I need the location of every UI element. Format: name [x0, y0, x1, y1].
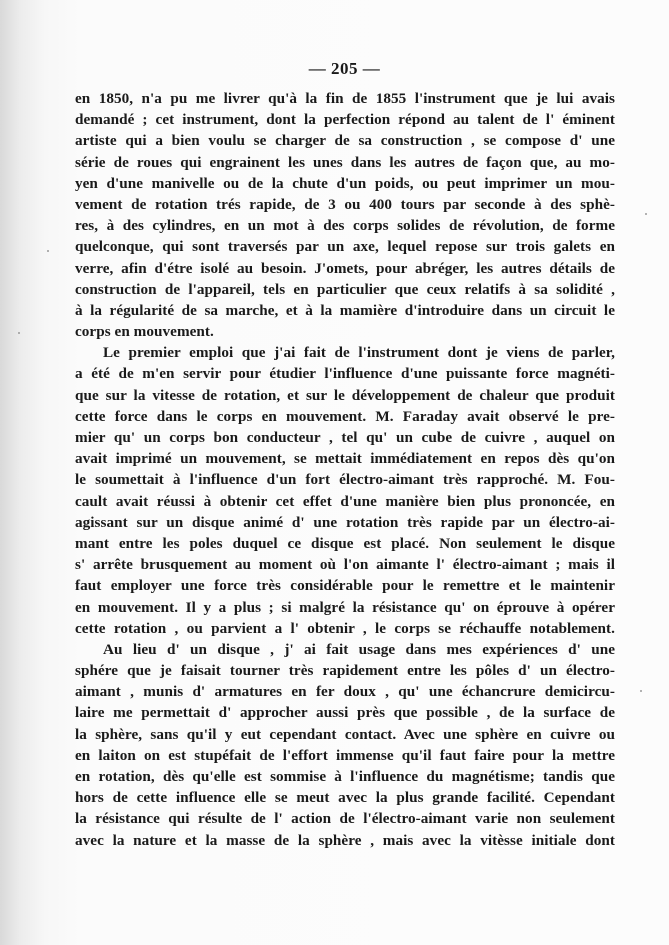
text-line-content: verre, afin d'étre isolé au besoin. J'omets, pour abréger, les autres détails de — [75, 259, 615, 277]
page-number: — 205 — — [308, 59, 381, 78]
text-line — [75, 385, 615, 406]
text-line-content: série de roues qui engrainent les unes dans les autres de façon que, au mo- — [75, 153, 615, 171]
text-line-content: en rotation, dès qu'elle est sommise à l'influence du magnétisme; tandis que — [75, 768, 615, 785]
text-line — [75, 152, 615, 173]
text-line-content: faut employer une force très considérable pour le remettre et le maintenir — [75, 577, 615, 595]
text-line-content: laire me permettait d' approcher aussi près que possible , de la surface de — [75, 704, 615, 722]
scan-speck — [47, 250, 49, 252]
text-line — [75, 236, 615, 257]
text-line — [75, 215, 615, 236]
text-line — [75, 130, 615, 151]
text-line — [75, 808, 615, 829]
text-line-content: avec la nature et la masse de la sphère , mais avec la vitèsse initiale dont — [75, 831, 615, 849]
text-line — [75, 363, 615, 384]
text-line — [75, 279, 615, 300]
text-line — [75, 512, 615, 533]
text-line-content: la sphère, sans qu'il y eut cependant contact. Avec une sphère en cuivre ou — [75, 725, 615, 743]
text-line — [75, 321, 615, 342]
body-text — [75, 88, 615, 851]
text-line-content: en mouvement. Il y a plus ; si malgré la résistance qu' on éprouve à opérer — [75, 598, 615, 616]
text-line — [75, 660, 615, 681]
text-line-content: s' arrête brusquement au moment où l'on aimante l' électro-aimant ; mais il — [75, 556, 615, 574]
text-line-content: res, à des cylindres, en un mot à des corps solides de révolution, de forme — [75, 217, 615, 235]
text-line-content: cault avait réussi à obtenir cet effet d'une manière bien plus prononcée, en — [75, 492, 615, 510]
text-line — [75, 448, 615, 469]
text-line-content: corps en mouvement. — [75, 323, 214, 341]
text-line — [75, 597, 615, 618]
text-line — [75, 681, 615, 702]
text-line — [75, 766, 615, 787]
text-line — [75, 109, 615, 130]
text-line — [75, 575, 615, 596]
text-line-content: yen d'une manivelle ou de la chute d'un poids, ou peut imprimer un mou- — [75, 174, 615, 192]
text-line-content: sphére que je faisait tourner très rapidement entre les pôles d' un électro- — [75, 662, 615, 680]
scan-speck — [18, 332, 20, 334]
text-line-content: mant entre les poles duquel ce disque est placé. Non seulement le disque — [75, 534, 615, 552]
scan-speck — [640, 690, 642, 692]
text-line — [75, 342, 615, 363]
text-line-content: vement de rotation trés rapide, de 3 ou 400 tours par seconde à des sphè- — [75, 195, 615, 213]
text-line — [75, 554, 615, 575]
text-line — [75, 533, 615, 554]
scan-speck — [645, 213, 647, 215]
text-line — [75, 639, 615, 660]
text-line-content: quelconque, qui sont traversés par un axe, lequel repose sur trois galets en — [75, 238, 615, 256]
text-line-content: hors de cette influence elle se meut avec la plus grande facilité. Cependant — [75, 789, 615, 807]
text-line-content: cette force dans le corps en mouvement. M. Faraday avait observé le pre- — [75, 407, 615, 425]
text-line-content: Le premier emploi que j'ai fait de l'instrument dont je viens de parler, — [103, 344, 615, 362]
text-line-content: Au lieu d' un disque , j' ai fait usage dans mes expériences d' une — [103, 640, 615, 658]
text-line — [75, 724, 615, 745]
text-line — [75, 491, 615, 512]
text-line-content: en laiton on est stupéfait de l'effort immense qu'il faut faire pour la mettre — [75, 746, 615, 764]
text-line-content: cette rotation , ou parvient a l' obtenir , le corps se réchauffe notablement. — [75, 619, 615, 637]
text-line-content: la résistance qui résulte de l' action de l'électro-aimant varie non seulement — [75, 810, 615, 828]
text-line — [75, 427, 615, 448]
text-line — [75, 88, 615, 109]
text-line-content: avait imprimé un mouvement, se mettait immédiatement en repos dès qu'on — [75, 450, 615, 468]
text-line-content: demandé ; cet instrument, dont la perfection répond au talent de l' éminent — [75, 111, 615, 129]
text-line — [75, 406, 615, 427]
text-line-content: le soumettait à l'influence d'un fort électro-aimant très rapproché. M. Fou- — [75, 471, 615, 489]
text-line — [75, 469, 615, 490]
text-line — [75, 830, 615, 851]
text-line — [75, 258, 615, 279]
text-line-content: à la régularité de sa marche, et à la mamière d'introduire dans un circuit le — [75, 301, 615, 319]
text-line-content: que sur la vitesse de rotation, et sur le développement de chaleur que produit — [75, 386, 615, 404]
text-line — [75, 194, 615, 215]
text-line — [75, 618, 615, 639]
text-line-content: agissant sur un disque animé d' une rotation très rapide par un électro-ai- — [75, 513, 615, 531]
text-line — [75, 173, 615, 194]
text-line — [75, 702, 615, 723]
text-line — [75, 300, 615, 321]
text-line-content: artiste qui a bien voulu se charger de sa construction , se compose d' une — [75, 132, 615, 150]
text-line-content: a été de m'en servir pour étudier l'influence d'une puissante force magnéti- — [75, 365, 615, 383]
text-line-content: mier qu' un corps bon conducteur , tel qu' un cube de cuivre , auquel on — [75, 429, 615, 446]
text-line-content: en 1850, n'a pu me livrer qu'à la fin de 1855 l'instrument que je lui avais — [75, 90, 615, 107]
text-line-content: construction de l'appareil, tels en particulier que ceux relatifs à sa solidité , — [75, 280, 615, 298]
text-line — [75, 787, 615, 808]
text-line — [75, 745, 615, 766]
text-line-content: aimant , munis d' armatures en fer doux , qu' une échancrure demicircu- — [75, 683, 615, 701]
